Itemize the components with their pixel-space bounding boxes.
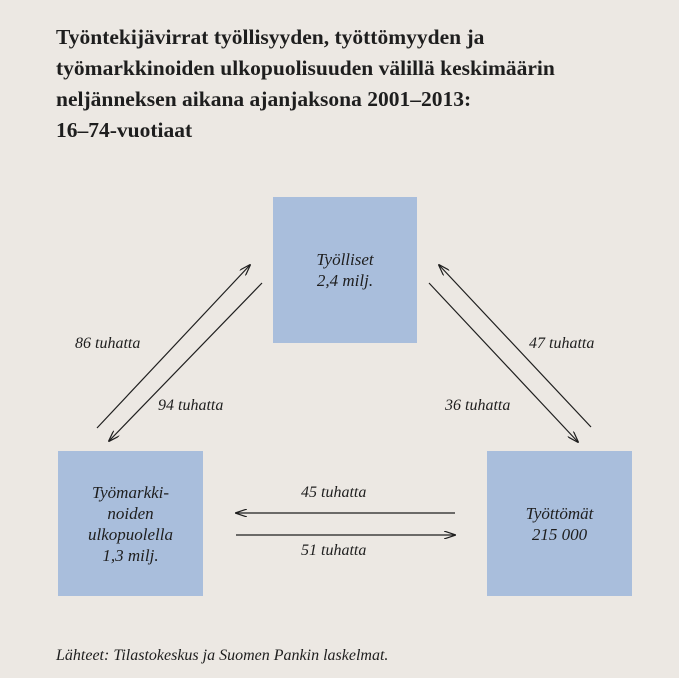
node-unemployed-value: 215 000 [531, 524, 588, 544]
flow-label-outside-to-unemployed: 51 tuhatta [301, 542, 367, 559]
node-unemployed-label: Työttömät [525, 503, 594, 523]
flow-label-unemployed-to-employed: 47 tuhatta [529, 335, 595, 352]
node-employed [273, 197, 417, 343]
flow-label-employed-to-outside: 94 tuhatta [158, 397, 224, 414]
node-outside-label-1: Työmarkki- [91, 482, 170, 502]
flow-label-employed-to-unemployed: 36 tuhatta [445, 397, 511, 414]
node-employed-label: Työlliset [316, 250, 374, 269]
node-outside-label-2: noiden [107, 503, 154, 523]
node-outside-label-3: ulkopuolella [88, 524, 173, 544]
node-unemployed [487, 451, 632, 596]
source-note: Lähteet: Tilastokeskus ja Suomen Pankin laskelmat. [56, 647, 389, 664]
flow-label-outside-to-employed: 86 tuhatta [75, 335, 141, 352]
arrow-employed-to-unemployed [429, 283, 578, 442]
title-line-4: 16–74-vuotiaat [56, 118, 193, 142]
flow-label-unemployed-to-outside: 45 tuhatta [301, 484, 367, 501]
node-outside-labour-force [58, 451, 203, 596]
node-outside-value: 1,3 milj. [102, 545, 159, 565]
title-line-2: työmarkkinoiden ulkopuolisuuden välillä keskimäärin [56, 56, 555, 80]
node-employed-value: 2,4 milj. [316, 271, 374, 290]
title-line-3: neljänneksen aikana ajanjaksona 2001–2013: [56, 87, 472, 111]
title-line-1: Työntekijävirrat työllisyyden, työttömyyden ja [56, 25, 485, 49]
arrow-employed-to-outside [109, 283, 262, 441]
